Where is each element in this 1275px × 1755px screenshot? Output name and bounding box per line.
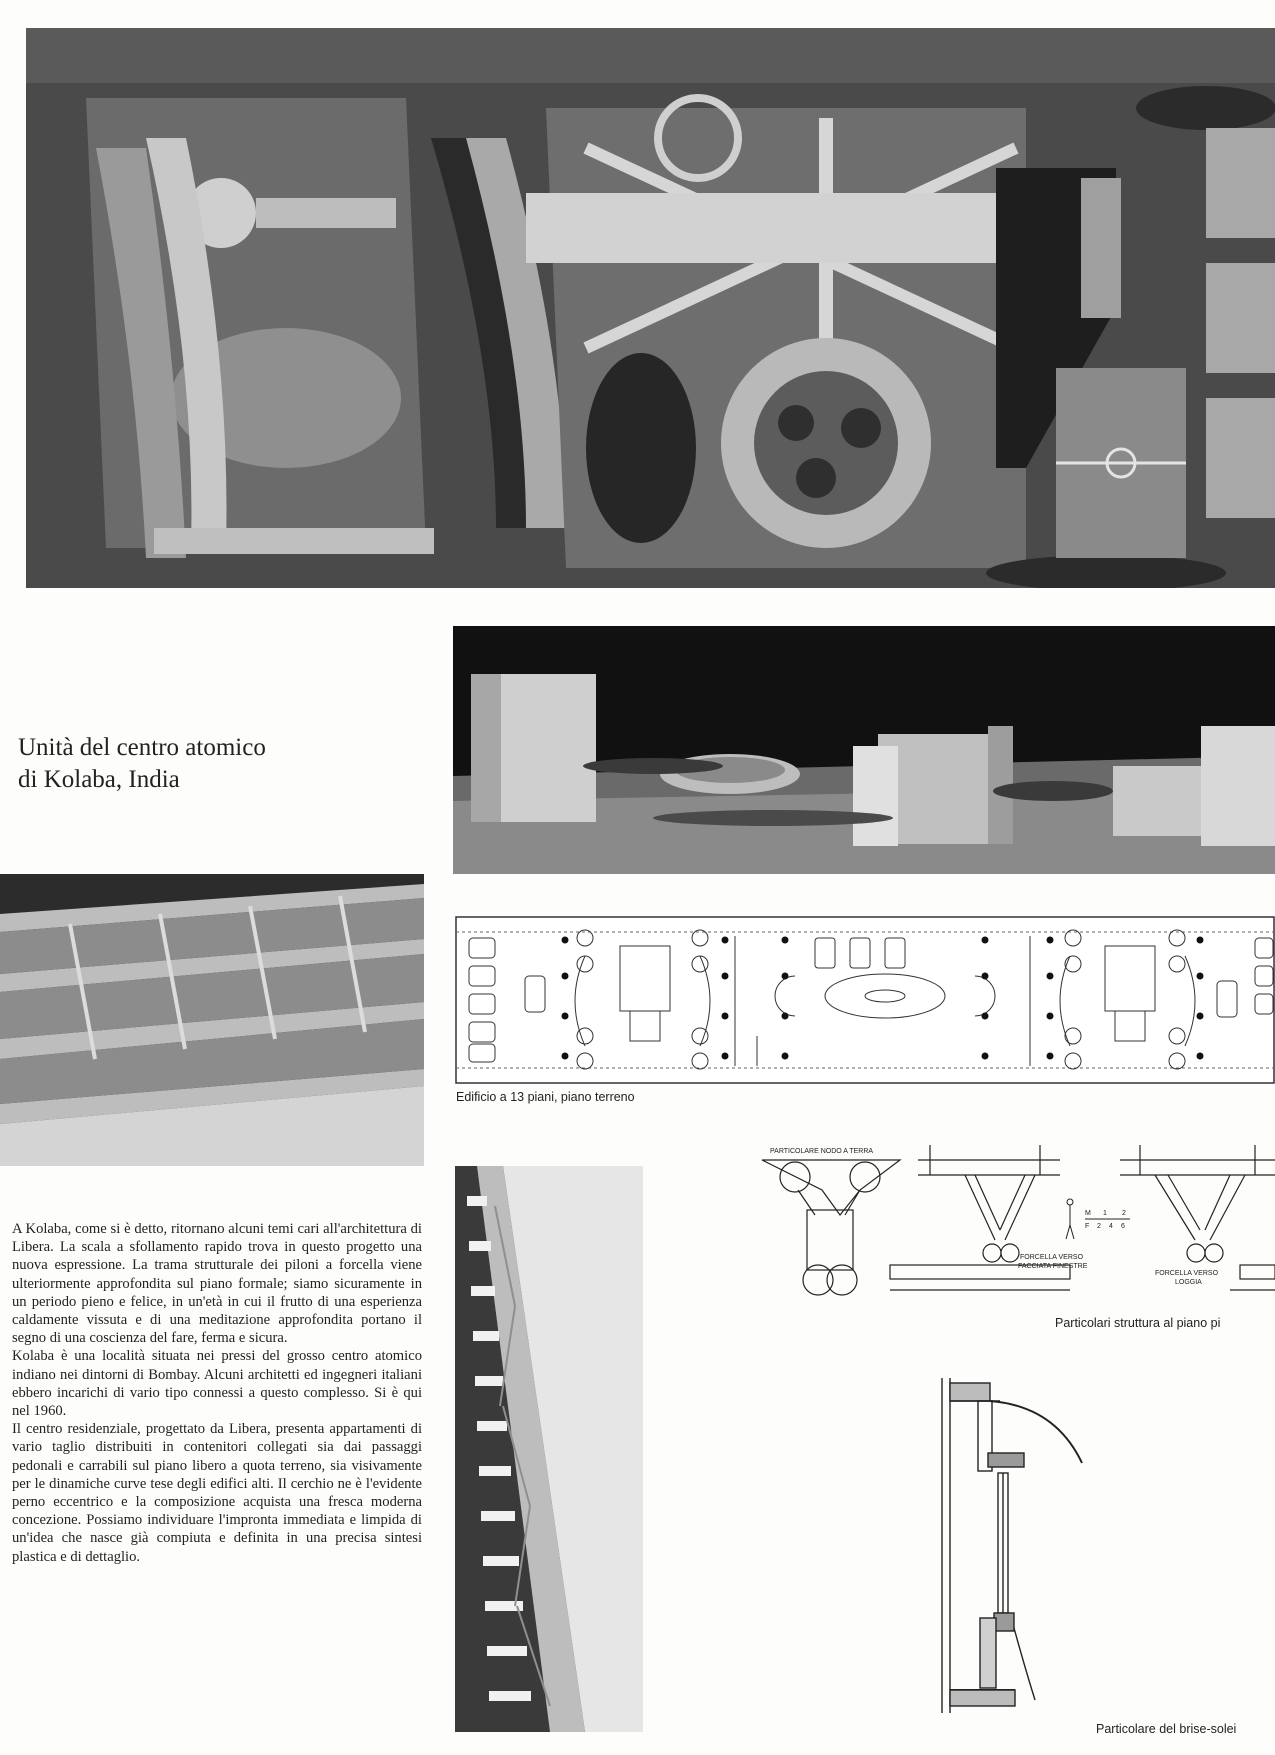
paragraph-3: Il centro residenziale, progettato da Libera, presenta appartamenti di vario taglio distribuiti in contenitori collegati sia dai passaggi pedonali e carrabili sul piano libero a quota terreno, sia visivamente per le dinamiche curve tese degli edifici alti. Il cerchio ne è l'evidente perno eccentrico e la composizione acquista una fresca moderna concezione. Possiamo individuare l'impronta immediata e limpida di un'idea che nasce già compiuta e definita in una precisa sintesi plastica e di dettaglio. xyxy=(12,1421,422,1565)
fork-windows-label-2: FACCIATA FINESTRE xyxy=(1018,1263,1088,1270)
brise-soleil-caption: Particolare del brise-solei xyxy=(1096,1722,1237,1736)
ground-floor-plan xyxy=(455,916,1275,1084)
brise-soleil-section-drawing xyxy=(940,1378,1100,1713)
scale-2: 2 xyxy=(1122,1210,1126,1217)
fork-windows-label-1: FORCELLA VERSO xyxy=(1020,1254,1084,1261)
structure-detail-drawings xyxy=(760,1145,1275,1305)
scale-1: 1 xyxy=(1103,1210,1107,1217)
node-detail-label: PARTICOLARE NODO A TERRA xyxy=(770,1148,874,1155)
title-line-1: Unità del centro atomico xyxy=(18,734,266,761)
scale-6: 6 xyxy=(1121,1223,1125,1230)
model-perspective-photo xyxy=(453,626,1275,874)
ground-floor-caption: Edificio a 13 piani, piano terreno xyxy=(456,1090,635,1104)
scale-m: M xyxy=(1085,1210,1091,1217)
structure-details-caption: Particolari struttura al piano pi xyxy=(1055,1316,1221,1330)
scale-4: 4 xyxy=(1109,1223,1113,1230)
aerial-model-photo xyxy=(26,28,1275,588)
title-line-2: di Kolaba, India xyxy=(18,766,180,793)
scale-2f: 2 xyxy=(1097,1223,1101,1230)
fork-loggia-label-2: LOGGIA xyxy=(1175,1279,1202,1286)
paragraph-2: Kolaba è una località situata nei pressi del grosso centro atomico indiano nei dintorni di Bombay. Alcuni architetti ed ingegneri italiani ebbero incarichi di vario tipo connessi a questo complesso. Si è qui nel 1960. xyxy=(12,1348,422,1420)
paragraph-1: A Kolaba, come si è detto, ritornano alcuni temi cari all'architettura di Libera. La scala a sfollamento rapido trova in questo progetto una nuova espressione. La trama strutturale dei piloni a forcella viene ulteriormente approfondita sul piano formale; siamo sicuramente in un periodo pieno e felice, in un'età in cui il frutto di una esperienza caldamente vissuta e di una meditazione approfondita portano il segno di una coscienza del fare, ferma e sicura. xyxy=(12,1221,422,1347)
article-title xyxy=(18,732,266,796)
tower-facade-photo xyxy=(455,1166,643,1732)
article-body xyxy=(12,1220,422,1566)
facade-brise-soleil-photo xyxy=(0,874,424,1166)
fork-loggia-label-1: FORCELLA VERSO xyxy=(1155,1270,1219,1277)
scale-f: F xyxy=(1085,1223,1090,1230)
